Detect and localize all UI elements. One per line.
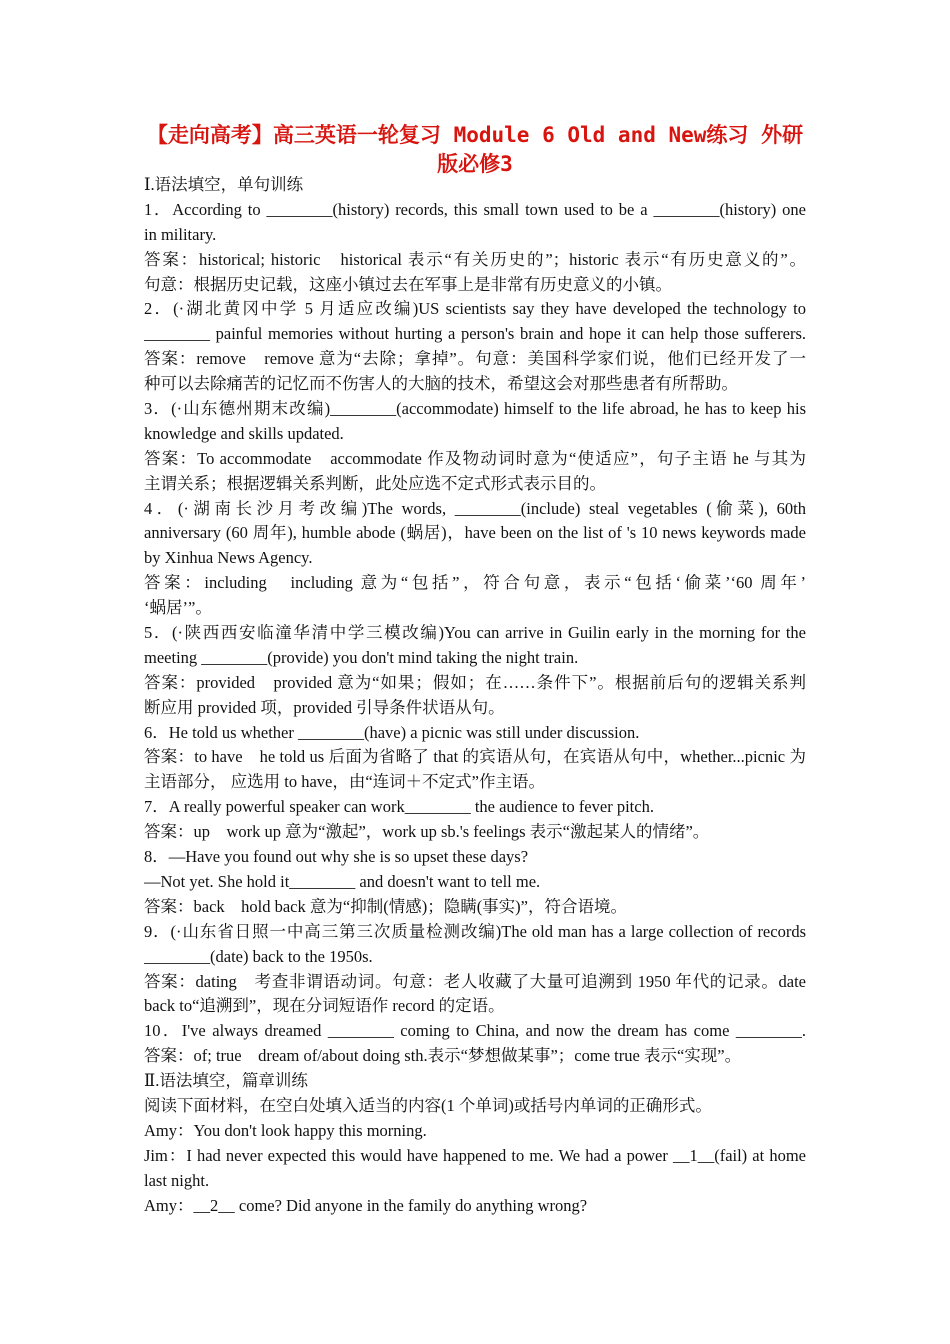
- answer-line: 答案：provided provided 意为“如果；假如；在……条件下”。根据前后句的逻辑关系判: [144, 672, 806, 692]
- title-line-2: 版必修3: [437, 152, 513, 176]
- document-title: [140, 121, 810, 179]
- title-line-1: 【走向高考】高三英语一轮复习 Module 6 Old and New练习 外研: [146, 123, 804, 147]
- question-line: 4．(·湖南长沙月考改编)The words, ________(include) steal vegetables (偷菜), 60th: [144, 498, 806, 518]
- answer-line: 答案：of; true dream of/about doing sth.表示“梦想做某事”；come true 表示“实现”。: [144, 1046, 742, 1066]
- answer-line: 断应用 provided 项，provided 引导条件状语从句。: [144, 697, 505, 717]
- answer-line: 主语部分， 应选用 to have，由“连词＋不定式”作主语。: [144, 772, 546, 792]
- answer-line: 种可以去除痛苦的记忆而不伤害人的大脑的技术，希望这会对那些患者有所帮助。: [144, 374, 738, 394]
- question-line: 7．A really powerful speaker can work________ the audience to fever pitch.: [144, 797, 654, 817]
- answer-line: 答案：up work up 意为“激起”，work up sb.'s feelings 表示“激起某人的情绪”。: [144, 822, 710, 842]
- dialogue-line: Amy：__2__ come? Did anyone in the family do anything wrong?: [144, 1195, 588, 1215]
- answer-line: 答案：historical; historic historical 表示“有关历史的”；historic 表示“有历史意义的”。: [144, 249, 806, 269]
- question-line: anniversary (60 周年), humble abode (蜗居)，have been on the list of 's 10 news keywords made: [144, 523, 806, 543]
- question-line: —Not yet. She hold it________ and doesn't want to tell me.: [144, 871, 541, 891]
- question-line: 9．(·山东省日照一中高三第三次质量检测改编)The old man has a large collection of records: [144, 921, 806, 941]
- answer-line: 答案：dating 考查非谓语动词。句意：老人收藏了大量可追溯到 1950 年代的记录。date: [144, 971, 806, 991]
- answer-line: 句意：根据历史记载，这座小镇过去在军事上是非常有历史意义的小镇。: [144, 274, 672, 294]
- question-line: 1．According to ________(history) records, this small town used to be a ________(history) one: [144, 199, 806, 219]
- question-line: in military.: [144, 224, 217, 244]
- question-line: 8．—Have you found out why she is so upset these days?: [144, 847, 529, 867]
- question-line: knowledge and skills updated.: [144, 423, 344, 443]
- dialogue-line: Jim：I had never expected this would have happened to me. We had a power __1__(fail) at home: [144, 1145, 806, 1165]
- answer-line: ‘蜗居’”。: [144, 598, 212, 618]
- answer-line: 答案：To accommodate accommodate 作及物动词时意为“使适应”，句子主语 he 与其为: [144, 448, 806, 468]
- question-line: ________ painful memories without hurting a person's brain and hope it can help those sufferers.: [144, 324, 806, 344]
- question-line: 2．(·湖北黄冈中学 5 月适应改编)US scientists say they have developed the technology to: [144, 299, 806, 319]
- answer-line: 主谓关系；根据逻辑关系判断，此处应选不定式形式表示目的。: [144, 473, 606, 493]
- document-body: [144, 173, 806, 1218]
- question-line: 6．He told us whether ________(have) a picnic was still under discussion.: [144, 722, 640, 742]
- instruction-line: 阅读下面材料，在空白处填入适当的内容(1 个单词)或括号内单词的正确形式。: [144, 1095, 712, 1115]
- question-line: 5．(·陕西西安临潼华清中学三模改编)You can arrive in Guilin early in the morning for the: [144, 623, 806, 643]
- answer-line: 答案：remove remove 意为“去除；拿掉”。句意：美国科学家们说，他们已经开发了一: [144, 349, 806, 369]
- question-line: ________(date) back to the 1950s.: [144, 946, 373, 966]
- question-line: 10．I've always dreamed ________ coming to China, and now the dream has come ________.: [144, 1021, 806, 1041]
- answer-line: 答案：including including 意为“包括”，符合句意，表示“包括‘偷菜’‘60 周年’: [144, 573, 806, 593]
- section-heading: Ⅰ.语法填空，单句训练: [144, 175, 304, 194]
- question-line: meeting ________(provide) you don't mind taking the night train.: [144, 647, 579, 667]
- question-line: by Xinhua News Agency.: [144, 548, 313, 568]
- question-line: 3．(·山东德州期末改编)________(accommodate) himself to the life abroad, he has to keep his: [144, 399, 806, 419]
- dialogue-line: Amy：You don't look happy this morning.: [144, 1120, 427, 1140]
- answer-line: back to“追溯到”，现在分词短语作 record 的定语。: [144, 996, 505, 1016]
- section-heading: Ⅱ.语法填空，篇章训练: [144, 1071, 308, 1091]
- answer-line: 答案：back hold back 意为“抑制(情感)；隐瞒(事实)”，符合语境。: [144, 896, 628, 916]
- dialogue-line: last night.: [144, 1170, 210, 1190]
- answer-line: 答案：to have he told us 后面为省略了 that 的宾语从句，在宾语从句中，whether...picnic 为: [144, 747, 806, 767]
